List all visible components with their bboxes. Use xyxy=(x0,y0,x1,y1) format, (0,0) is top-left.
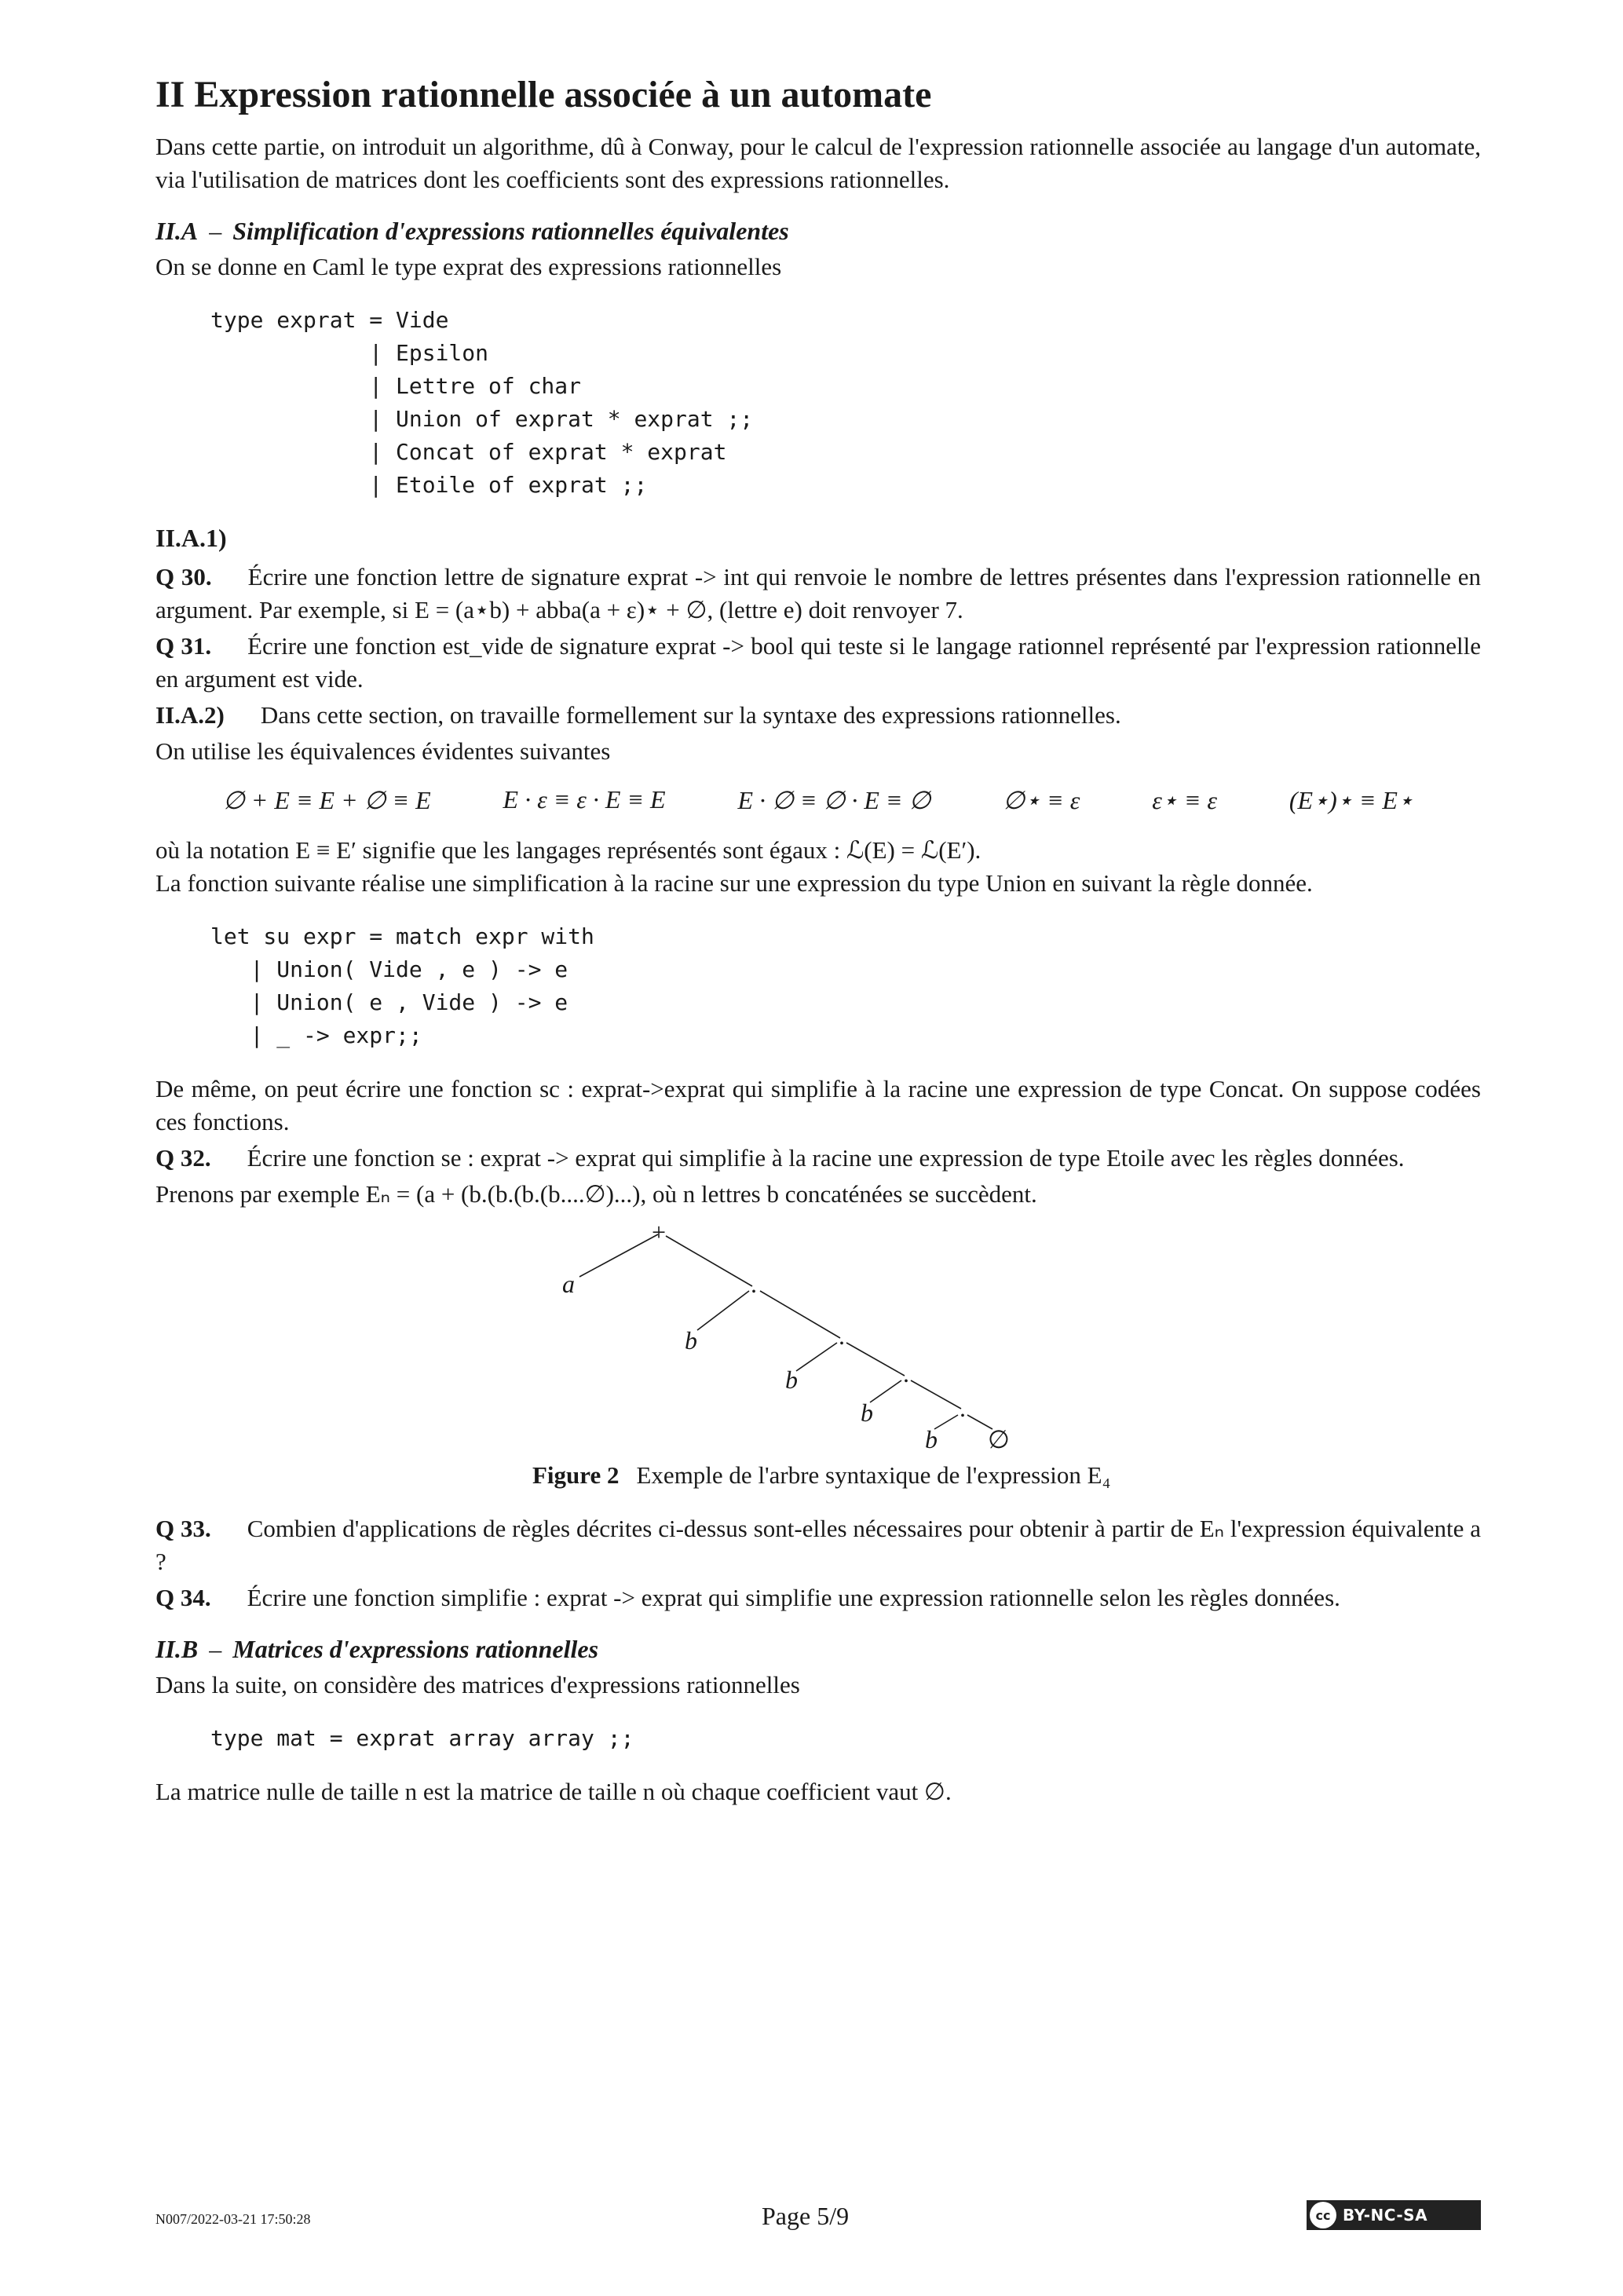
equivalence-6: (E⋆)⋆ ≡ E⋆ xyxy=(1289,785,1413,814)
equivalence-3: E · ∅ ≡ ∅ · E ≡ ∅ xyxy=(737,785,931,814)
question-30-label: Q 30. xyxy=(155,562,212,590)
notation-text: où la notation E ≡ E′ signifie que les langages représentés sont égaux : ℒ(E) = ℒ(E′). xyxy=(155,835,981,864)
section-intro: Dans cette partie, on introduit un algorithme, dû à Conway, pour le calcul de l'expression rationnelle associée au langage d'un automate, via l'utilisation de matrices dont les coefficients sont des expressions rationnelles. xyxy=(155,132,1481,193)
subsection-b-dash: – xyxy=(209,1634,222,1663)
node-a: a xyxy=(562,1269,575,1298)
equivalences-intro: On utilise les équivalences évidentes suivantes xyxy=(155,737,611,765)
node-b-3: b xyxy=(861,1398,873,1427)
node-b-4: b xyxy=(925,1424,938,1453)
section-title xyxy=(155,75,1481,116)
para-ii-a-2-text: Dans cette section, on travaille formellement sur la syntaxe des expressions rationnelles. xyxy=(260,700,1121,729)
subsection-b-intro: Dans la suite, on considère des matrices d'expressions rationnelles xyxy=(155,1670,800,1698)
node-b-2: b xyxy=(785,1365,798,1394)
edge-dot1-b1 xyxy=(697,1291,749,1330)
figure-2-caption xyxy=(532,1459,1129,1492)
null-matrix-text: La matrice nulle de taille n est la matrice de taille n où chaque coefficient vaut ∅. xyxy=(155,1777,952,1805)
node-b-1: b xyxy=(685,1325,697,1355)
function-intro: La fonction suivante réalise une simplification à la racine sur une expression du type Union en suivant la règle donnée. xyxy=(155,868,1313,897)
subsection-a-dash: – xyxy=(209,216,222,245)
figure-2-caption-text: Exemple de l'arbre syntaxique de l'expression E₄ xyxy=(636,1461,1111,1489)
para-ii-a-1: II.A.1) xyxy=(155,523,227,552)
code-type-exprat: type exprat = Vide | Epsilon | Lettre of char | Union of exprat * exprat ;; | Concat of exprat * exprat | Etoile of exprat ;; xyxy=(210,306,754,498)
edge-dot3-dot4 xyxy=(911,1380,961,1409)
para-ii-a-2 xyxy=(155,699,1481,732)
figure-2-label: Figure 2 xyxy=(532,1461,620,1489)
page-content xyxy=(155,75,1481,1808)
question-31-label: Q 31. xyxy=(155,631,212,660)
creative-commons-icon: cc xyxy=(1310,2202,1336,2228)
node-dot-1: . xyxy=(751,1269,757,1298)
equivalence-4: ∅⋆ ≡ ε xyxy=(1003,785,1080,814)
question-33 xyxy=(155,1512,1481,1578)
node-dot-3: . xyxy=(903,1358,909,1387)
subsection-a-intro: On se donne en Caml le type exprat des expressions rationnelles xyxy=(155,252,782,280)
para-ii-a-2-label: II.A.2) xyxy=(155,700,225,729)
question-32-text: Écrire une fonction se : exprat -> exprat qui simplifie à la racine une expression de type Etoile avec les règles données. xyxy=(247,1143,1405,1172)
subsection-b-title xyxy=(155,1635,1481,1664)
question-32-label: Q 32. xyxy=(155,1143,211,1172)
edge-dot1-dot2 xyxy=(760,1291,840,1338)
subsection-a-title xyxy=(155,217,1481,246)
question-33-text: Combien d'applications de règles décrites ci-dessus sont-elles nécessaires pour obtenir à partir de Eₙ l'expression équivalente a ? xyxy=(155,1514,1481,1575)
subsection-a-title-text: Simplification d'expressions rationnelles équivalentes xyxy=(232,216,789,245)
syntax-tree-diagram xyxy=(532,1220,1129,1456)
question-31 xyxy=(155,630,1481,696)
question-34-text: Écrire une fonction simplifie : exprat -> exprat qui simplifie une expression rationnelle selon les règles données. xyxy=(247,1583,1340,1611)
edge-plus-a xyxy=(579,1234,658,1277)
equivalence-5: ε⋆ ≡ ε xyxy=(1152,785,1218,814)
equivalences-row xyxy=(187,785,1449,815)
edge-plus-dot1 xyxy=(666,1236,752,1286)
edge-dot4-b4 xyxy=(934,1415,958,1429)
edge-dot2-b2 xyxy=(796,1343,837,1371)
license-text: BY-NC-SA xyxy=(1343,2206,1428,2225)
equivalence-1: ∅ + E ≡ E + ∅ ≡ E xyxy=(222,785,431,814)
question-34 xyxy=(155,1581,1481,1614)
example-text: Prenons par exemple Eₙ = (a + (b.(b.(b.(b....∅)...), où n lettres b concaténées se succèdent. xyxy=(155,1179,1037,1208)
subsection-a-label: II.A xyxy=(155,216,199,245)
code-su: let su expr = match expr with | Union( Vide , e ) -> e | Union( e , Vide ) -> e | _ -> expr;; xyxy=(210,923,594,1048)
subsection-b-label: II.B xyxy=(155,1634,199,1663)
license-badge xyxy=(1307,2200,1481,2230)
code-type-mat: type mat = exprat array array ;; xyxy=(210,1724,634,1751)
node-plus: + xyxy=(652,1219,667,1246)
section-number: II xyxy=(155,74,185,115)
node-dot-4: . xyxy=(960,1393,966,1422)
question-31-text: Écrire une fonction est_vide de signature exprat -> bool qui teste si le langage rationnel représenté par l'expression rationnelle en argument est vide. xyxy=(155,631,1481,693)
question-33-label: Q 33. xyxy=(155,1514,211,1542)
footer-document-id: N007/2022-03-21 17:50:28 xyxy=(155,2211,311,2227)
question-34-label: Q 34. xyxy=(155,1583,211,1611)
node-empty: ∅ xyxy=(988,1424,1010,1453)
equivalence-2: E · ε ≡ ε · E ≡ E xyxy=(503,784,666,813)
sc-text: De même, on peut écrire une fonction sc : exprat->exprat qui simplifie à la racine une expression de type Concat. On suppose codées ces fonctions. xyxy=(155,1074,1481,1135)
edge-dot2-dot3 xyxy=(846,1343,905,1376)
question-30-text: Écrire une fonction lettre de signature exprat -> int qui renvoie le nombre de lettres présentes dans l'expression rationnelle en argument. Par exemple, si E = (a⋆b) + abba(a + ε)⋆ + ∅, (lettre e) doit renvoyer 7. xyxy=(155,562,1481,623)
footer-page-number: Page 5/9 xyxy=(762,2202,850,2230)
node-dot-2: . xyxy=(839,1321,845,1350)
edge-dot3-b3 xyxy=(870,1380,901,1402)
question-30 xyxy=(155,561,1481,627)
section-title-text: Expression rationnelle associée à un automate xyxy=(194,74,932,115)
figure-2 xyxy=(532,1220,1129,1492)
subsection-b-title-text: Matrices d'expressions rationnelles xyxy=(232,1634,599,1663)
question-32 xyxy=(155,1142,1481,1175)
